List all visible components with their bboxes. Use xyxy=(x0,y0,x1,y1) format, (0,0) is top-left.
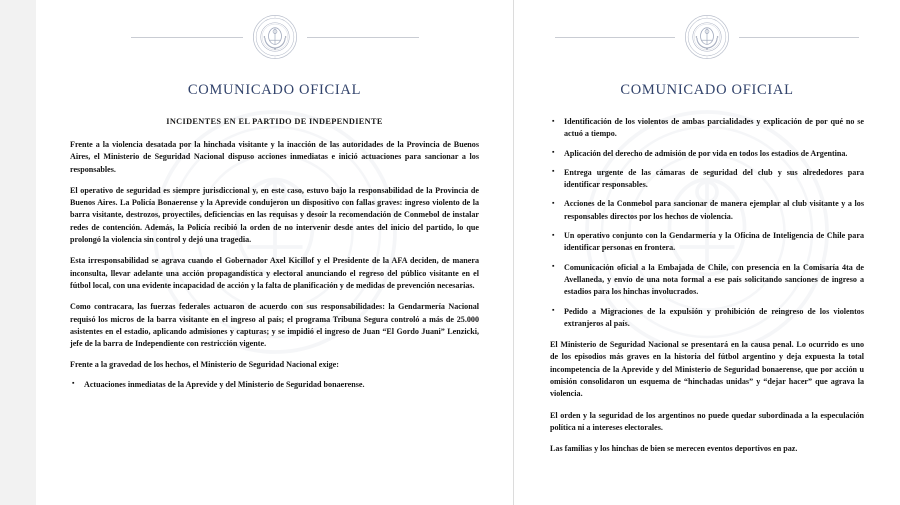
page-right xyxy=(514,0,900,505)
letterhead-left xyxy=(70,0,479,60)
list-item: ▪ Actuaciones inmediatas de la Aprevide y del Ministerio de Seguridad bonaerense. xyxy=(70,379,479,391)
paragraph: Las familias y los hinchas de bien se merecen eventos deportivos en paz. xyxy=(550,444,798,454)
letterhead-right xyxy=(550,0,864,60)
letterhead-rule-right xyxy=(307,37,419,38)
page-title-left: COMUNICADO OFICIAL xyxy=(187,82,362,98)
paragraph: El operativo de seguridad es siempre jurisdiccional y, en este caso, estuvo bajo la responsabilidad de la Provincia de Buenos Aires. La Policía Bonaerense y la Aprevide condujeron un dispositivo con fallas graves: ingreso violento de la barra visitante, destrozos, proyectiles, deficiencias en las requisas y desoír la recomendación de Conmebol de instalar redes de contención. Además, la Policía recibió la orden de no intervenir desde antes del inicio del partido, lo que prolongó la violencia sin control y dejó una tragedia. xyxy=(70,185,479,245)
list-item: ▪ Un operativo conjunto con la Gendarmería y la Oficina de Inteligencia de Chile para identificar personas en frontera. xyxy=(550,230,864,255)
letterhead-rule-right xyxy=(739,37,859,38)
paragraph: El Ministerio de Seguridad Nacional se presentará en la causa penal. Lo ocurrido es uno de los episodios más graves en la historia del fútbol argentino y deja expuesta la total incompetencia de la Aprevide y del Ministerio de Seguridad bonaerense, que por acción u omisión consolidaron un esquema de “hinchadas unidas” y “dejar hacer” que agrava la violencia. xyxy=(550,340,864,399)
list-item: ▪ Identificación de los violentos de ambas parcialidades y explicación de por qué no se actuó a tiempo. xyxy=(550,116,864,141)
paragraph: Frente a la gravedad de los hechos, el Ministerio de Seguridad Nacional exige: xyxy=(70,360,339,370)
page-title-right: COMUNICADO OFICIAL xyxy=(620,82,794,98)
list-item: ▪ Acciones de la Conmebol para sancionar de manera ejemplar al club visitante y a los responsables directos por los hechos de violencia. xyxy=(550,198,864,223)
demands-list-left xyxy=(70,379,479,391)
body-left xyxy=(70,139,479,391)
list-item: ▪ Entrega urgente de las cámaras de seguridad del club y sus alrededores para identificar responsables. xyxy=(550,167,864,192)
letterhead-rule-left xyxy=(131,37,243,38)
body-right xyxy=(550,116,864,456)
paragraph: Frente a la violencia desatada por la hinchada visitante y la inacción de las autoridades de la Provincia de Buenos Aires, el Ministerio de Seguridad Nacional dispuso acciones inmediatas e inició actuaciones para sancionar a los responsables. xyxy=(70,140,479,174)
argentina-national-seal-icon xyxy=(252,14,298,60)
demands-list-right xyxy=(550,116,864,330)
page-subtitle-left: INCIDENTES EN EL PARTIDO DE INDEPENDIENTE xyxy=(166,117,383,126)
list-item: ▪ Comunicación oficial a la Embajada de Chile, con presencia en la Comisaría 4ta de Avellaneda, y envío de una nota formal a ese país solicitando sanciones de ingreso a estadios para los hinchas involucrados. xyxy=(550,262,864,299)
list-item: ▪ Aplicación del derecho de admisión de por vida en todos los estadios de Argentina. xyxy=(550,148,864,160)
paragraph: Como contracara, las fuerzas federales actuaron de acuerdo con sus responsabilidades: la Gendarmería Nacional requisó los micros de la barra visitante en el ingreso al país; el programa Tribuna Segura controló a más de 25.000 asistentes en el estadio, aplicando admisiones y capturas; y se impidió el ingreso de Juan “El Gordo Juani” Lenzicki, jefe de la barra de Independiente con restricción vigente. xyxy=(70,302,479,349)
list-item: ▪ Pedido a Migraciones de la expulsión y prohibición de reingreso de los violentos extranjeros al país. xyxy=(550,306,864,331)
paragraph: El orden y la seguridad de los argentinos no puede quedar subordinada a la especulación política ni a intereses electorales. xyxy=(550,410,864,432)
letterhead-rule-left xyxy=(555,37,675,38)
page-left xyxy=(36,0,514,505)
paragraph: Esta irresponsabilidad se agrava cuando el Gobernador Axel Kicillof y el Presidente de la AFA deciden, de manera inconsulta, llevar adelante una acción propagandística y electoral anunciando el regreso del público visitante en el fútbol local, con una evidente incapacidad de acción y la falta de planificación y de medidas de prevención necesarias. xyxy=(70,256,479,290)
argentina-national-seal-icon xyxy=(684,14,730,60)
